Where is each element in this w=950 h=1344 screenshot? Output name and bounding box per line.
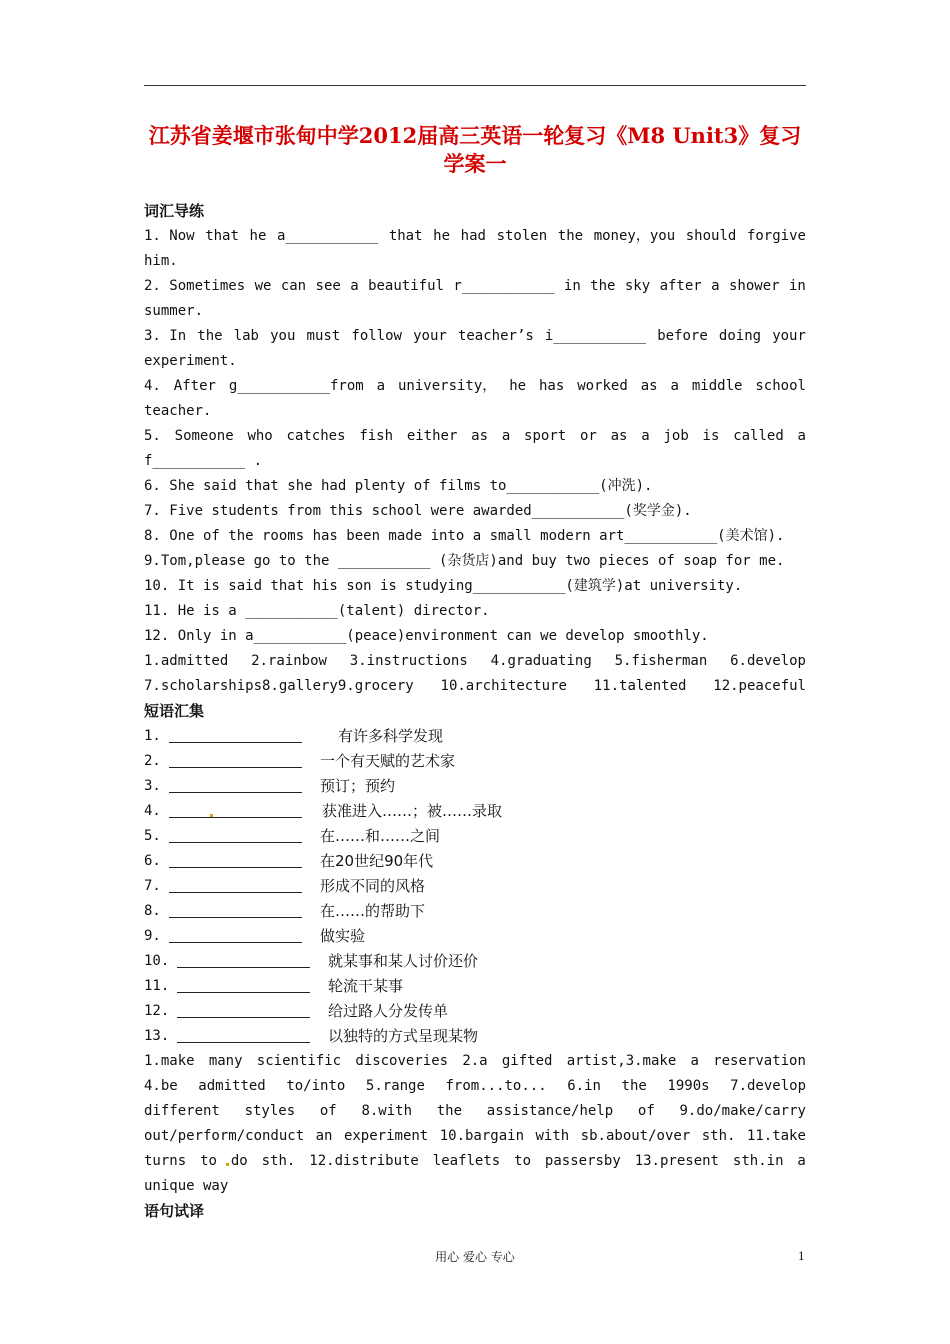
phrase-item: [144, 749, 806, 774]
word: 10.architecture: [440, 678, 567, 694]
phrase-item: [144, 949, 806, 974]
item-number: 5.: [144, 828, 161, 844]
answer-blank: [169, 942, 302, 943]
word: to/into: [286, 1078, 346, 1094]
word: he: [249, 228, 267, 244]
word: as: [471, 428, 489, 444]
word: leaflets: [432, 1153, 501, 1169]
word: sky: [624, 278, 651, 294]
exercise-line: [144, 324, 806, 349]
word: a: [797, 1153, 806, 1169]
word: from...to...: [445, 1078, 547, 1094]
answer-blank: [169, 842, 302, 843]
exercise-line: experiment.: [144, 353, 237, 369]
word: you: [270, 328, 296, 344]
word: after: [659, 278, 702, 294]
word: in: [788, 278, 806, 294]
word: a: [690, 1053, 699, 1069]
word: as: [610, 428, 628, 444]
phrase-answers: [144, 1049, 806, 1199]
word: worked: [577, 378, 628, 394]
word: had: [460, 228, 486, 244]
word: artist,3.make: [566, 1053, 677, 1069]
word: university，: [398, 378, 497, 394]
answer-blank: [169, 867, 302, 868]
phrase-item: [144, 1024, 806, 1049]
exercise-line: [144, 374, 806, 399]
word: sport: [524, 428, 567, 444]
word: 1990s: [667, 1078, 710, 1094]
phrase-meaning: 就某事和某人讨价还价: [328, 952, 479, 970]
word: 5.fisherman: [614, 653, 708, 669]
word: 4.graduating: [490, 653, 592, 669]
vocabulary-exercise: [144, 224, 806, 699]
exercise-line: f___________ .: [144, 453, 263, 469]
answer-blank: [177, 992, 310, 993]
answer-line: [144, 1074, 806, 1099]
exercise-line: [144, 649, 806, 674]
word: of: [319, 1103, 337, 1119]
answer-blank: [177, 1017, 310, 1018]
word: a: [501, 428, 511, 444]
word: a: [350, 278, 359, 294]
exercise-line: summer.: [144, 303, 204, 319]
word: 3. In: [144, 328, 187, 344]
word: middle: [691, 378, 743, 394]
word: beautiful: [368, 278, 444, 294]
word: 12.peaceful: [713, 678, 806, 694]
word: 7.develop: [730, 1078, 806, 1094]
word: gifted: [501, 1053, 553, 1069]
word: a: [641, 428, 650, 444]
phrase-meaning: 有许多科学发现: [338, 727, 444, 745]
word: school: [755, 378, 806, 394]
item-number: 13.: [144, 1028, 170, 1044]
phrase-item: [144, 899, 806, 924]
word: sb.about/over: [580, 1128, 691, 1144]
answer-line: [144, 1124, 806, 1149]
word: the: [590, 278, 616, 294]
item-number: 1.: [144, 728, 161, 744]
word: 5.: [144, 428, 161, 444]
word: as: [640, 378, 658, 394]
word: should: [685, 228, 737, 244]
word: is: [702, 428, 720, 444]
word: many: [208, 1053, 243, 1069]
item-number: 9.: [144, 928, 161, 944]
word: the: [621, 1078, 647, 1094]
answer-line: [144, 1149, 806, 1174]
word: i___________: [544, 328, 647, 344]
word: 4.: [144, 378, 161, 394]
answer-blank: [169, 892, 302, 893]
exercise-line: 12. Only in a___________(peace)environment can we develop smoothly.: [144, 628, 709, 644]
section-heading-phrases: 短语汇集: [144, 702, 205, 720]
page-number: 1: [798, 1248, 805, 1263]
word: lab: [233, 328, 259, 344]
word: Someone: [174, 428, 234, 444]
word: 1. Now: [144, 228, 195, 244]
word: 2.a: [462, 1053, 488, 1069]
phrase-meaning: 形成不同的风格: [320, 877, 426, 895]
phrase-meaning: 预订；预约: [320, 777, 396, 795]
word: money，you: [593, 228, 676, 244]
word: a: [670, 378, 679, 394]
word: or: [579, 428, 597, 444]
word: has: [539, 378, 565, 394]
item-number: 8.: [144, 903, 161, 919]
phrase-item: [144, 824, 806, 849]
phrase-meaning: 轮流干某事: [328, 977, 404, 995]
word: can: [280, 278, 307, 294]
phrase-meaning: 以独特的方式呈现某物: [328, 1027, 479, 1045]
word: 8.with: [361, 1103, 413, 1119]
answer-blank: [177, 967, 310, 968]
decorative-speck: [226, 1163, 229, 1166]
word: the: [436, 1103, 463, 1119]
word: a: [797, 428, 806, 444]
answer-blank: [169, 817, 302, 818]
exercise-line: him.: [144, 253, 178, 269]
word: with: [535, 1128, 570, 1144]
word: a___________: [277, 228, 379, 244]
exercise-line: 7. Five students from this school were awarded___________(奖学金).: [144, 503, 692, 519]
item-number: 4.: [144, 803, 161, 819]
word: shower: [728, 278, 780, 294]
exercise-line: 6. She said that she had plenty of films to___________(冲洗).: [144, 478, 653, 494]
word: styles: [244, 1103, 296, 1119]
word: experiment: [343, 1128, 429, 1144]
word: 7.scholarships8.gallery9.grocery: [144, 678, 414, 694]
word: r___________: [453, 278, 555, 294]
word: that: [388, 228, 423, 244]
word: must: [306, 328, 341, 344]
word: 11.talented: [593, 678, 687, 694]
word: 6.develop: [730, 653, 806, 669]
word: scientific: [256, 1053, 342, 1069]
word: 1.make: [144, 1053, 195, 1069]
word: 12.distribute: [309, 1153, 419, 1169]
phrase-item: [144, 799, 806, 824]
exercise-line: [144, 274, 806, 299]
word: either: [406, 428, 458, 444]
word: reservation: [713, 1053, 806, 1069]
item-number: 6.: [144, 853, 161, 869]
word: a: [376, 378, 386, 394]
phrase-item: [144, 774, 806, 799]
word: of: [637, 1103, 655, 1119]
answer-blank: [169, 767, 302, 768]
phrase-item: [144, 724, 806, 749]
word: admitted: [198, 1078, 266, 1094]
word: an: [315, 1128, 333, 1144]
answer-blank: [169, 742, 302, 743]
exercise-line: 8. One of the rooms has been made into a small modern art___________(美术馆).: [144, 528, 785, 544]
word: the: [557, 228, 584, 244]
exercise-line: teacher.: [144, 403, 212, 419]
answer-line: unique way: [144, 1178, 229, 1194]
exercise-line: [144, 224, 806, 249]
phrase-meaning: 给过路人分发传单: [328, 1002, 449, 1020]
word: job: [663, 428, 689, 444]
answer-blank: [177, 1042, 310, 1043]
word: catches: [286, 428, 346, 444]
word: 10.bargain: [439, 1128, 525, 1144]
word: 11.take: [746, 1128, 806, 1144]
phrase-meaning: 在20世纪90年代: [320, 852, 434, 870]
item-number: 11.: [144, 978, 170, 994]
word: he: [433, 228, 451, 244]
exercise-line: [144, 424, 806, 449]
word: your: [413, 328, 447, 344]
word: sth.: [261, 1153, 296, 1169]
word: follow: [351, 328, 402, 344]
word: turns: [144, 1153, 187, 1169]
word: 13.present: [634, 1153, 719, 1169]
word: a: [711, 278, 720, 294]
word: the: [197, 328, 223, 344]
word: he: [509, 378, 527, 394]
phrase-meaning: 获准进入……；被……录取: [322, 802, 503, 820]
phrase-item: [144, 874, 806, 899]
word: 3.instructions: [349, 653, 468, 669]
word: to: [200, 1153, 217, 1169]
document-title: 江苏省姜堰市张甸中学2012届高三英语一轮复习《M8 Unit3》复习学案一: [148, 123, 802, 176]
answer-blank: [169, 792, 302, 793]
word: before: [657, 328, 708, 344]
word: teacher’s: [457, 328, 534, 344]
word: to: [514, 1153, 531, 1169]
phrase-item: [144, 924, 806, 949]
word: out/perform/conduct: [144, 1128, 305, 1144]
answer-blank: [169, 917, 302, 918]
exercise-line: 9.Tom,please go to the ___________ (杂货店)and buy two pieces of soap for me.: [144, 553, 785, 569]
phrase-item: [144, 999, 806, 1024]
word: forgive: [746, 228, 806, 244]
word: g___________from: [228, 378, 364, 394]
word: 4.be: [144, 1078, 178, 1094]
word: we: [254, 278, 272, 294]
word: 5.range: [365, 1078, 425, 1094]
section-heading-translation: 语句试译: [144, 1202, 205, 1220]
word: different: [144, 1103, 220, 1119]
word: discoveries: [355, 1053, 449, 1069]
word: sth.in: [732, 1153, 784, 1169]
word: that: [205, 228, 239, 244]
item-number: 2.: [144, 753, 161, 769]
phrase-meaning: 在……的帮助下: [320, 902, 426, 920]
word: called: [733, 428, 784, 444]
item-number: 3.: [144, 778, 161, 794]
answer-line: [144, 1049, 806, 1074]
word: fish: [359, 428, 394, 444]
word: 1.admitted: [144, 653, 229, 669]
answer-line: [144, 1099, 806, 1124]
word: in: [563, 278, 581, 294]
phrase-exercise: [144, 724, 806, 1049]
document-body: [144, 199, 806, 1224]
phrase-meaning: 做实验: [320, 927, 366, 945]
header-rule: [144, 85, 806, 86]
word: After: [173, 378, 216, 394]
word: see: [315, 278, 341, 294]
word: sth.: [701, 1128, 736, 1144]
word: who: [247, 428, 273, 444]
word: 2.rainbow: [251, 653, 327, 669]
word: 6.in: [567, 1078, 601, 1094]
word: passersby: [544, 1153, 621, 1169]
phrase-item: [144, 974, 806, 999]
word: assistance/help: [486, 1103, 614, 1119]
word: do: [230, 1153, 248, 1169]
item-number: 12.: [144, 1003, 170, 1019]
phrase-meaning: 一个有天赋的艺术家: [320, 752, 456, 770]
decorative-speck: [210, 814, 213, 817]
exercise-line: 10. It is said that his son is studying___________(建筑学)at university.: [144, 578, 743, 594]
exercise-line: [144, 674, 806, 699]
word: doing: [718, 328, 762, 344]
phrase-item: [144, 849, 806, 874]
item-number: 10.: [144, 953, 170, 969]
word: 2. Sometimes: [144, 278, 246, 294]
section-heading-vocabulary: 词汇导练: [144, 202, 205, 220]
word: 9.do/make/carry: [679, 1103, 806, 1119]
exercise-line: 11. He is a ___________(talent) director.: [144, 603, 490, 619]
word: stolen: [496, 228, 548, 244]
word: your: [772, 328, 806, 344]
phrase-meaning: 在……和……之间: [320, 827, 441, 845]
item-number: 7.: [144, 878, 161, 894]
page-footer: 用心 爱心 专心: [435, 1250, 515, 1264]
